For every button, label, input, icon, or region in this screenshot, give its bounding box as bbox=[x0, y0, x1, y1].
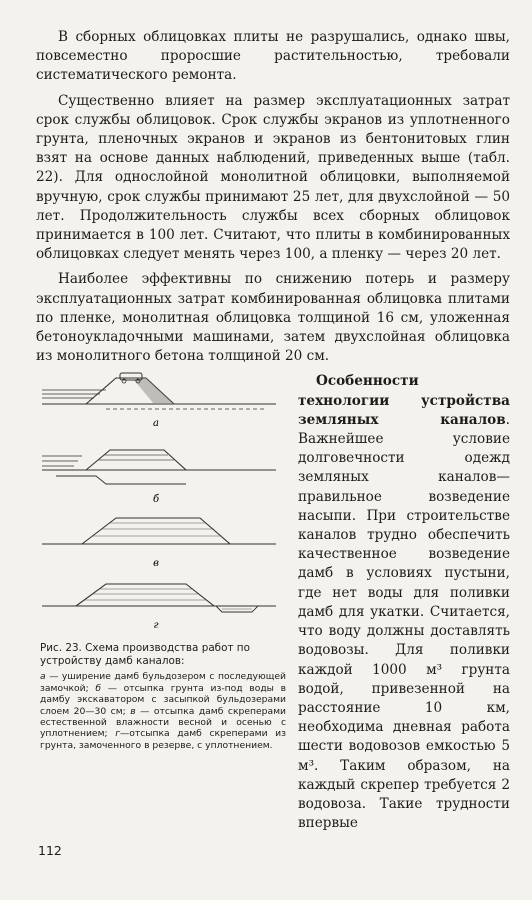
right-text-column bbox=[298, 372, 510, 839]
diagram-d-dam bbox=[76, 584, 214, 606]
caption-letter-b: б bbox=[95, 682, 102, 694]
page-content bbox=[36, 28, 510, 832]
label-a: а bbox=[153, 418, 159, 430]
paragraph-3: Наиболее эффективны по снижению потерь и размеру эксплуатационных затрат комбинированная облицовка плитами по пленке, монолитная облицовка толщиной 16 см, уложенная бетоноукладочными машинами, затем двухслойная облицовка из монолитного бетона толщиной 20 см. bbox=[36, 271, 510, 365]
diagram-a bbox=[42, 373, 276, 429]
diagram-b-underwater bbox=[56, 476, 186, 484]
bottom-section bbox=[36, 372, 510, 832]
caption-text-a: — уширение дамб бульдозером с последующей замочкой; bbox=[40, 671, 286, 694]
dam-construction-diagram bbox=[36, 372, 286, 634]
figure-caption bbox=[36, 642, 286, 751]
diagram-d bbox=[42, 584, 276, 631]
caption-text-b: — отсыпка грунта из-под воды в дамбу экскаватором с засыпкой бульдозерами слоем 20—30 см; bbox=[40, 682, 287, 717]
diagram-b bbox=[42, 450, 276, 505]
label-c: в bbox=[153, 558, 159, 570]
label-d: г bbox=[153, 620, 159, 632]
label-b: б bbox=[152, 494, 160, 506]
paragraph-2: Существенно влияет на размер эксплуатационных затрат срок службы облицовок. Срок службы экранов из уплотненного грунта, пленочных экранов и экранов из бентонитовых глин взят на основе данных наблюдений, приведенных выше (табл. 22). Для однослойной монолитной облицовки, выполняемой вручную, срок службы принимают 25 лет, для двухслойной — 50 лет. Продолжительность службы всех сборных облицовок принимается в 100 лет. Считают, что плиты в комбинированных облицовках следует менять через 100, а пленку — через 20 лет. bbox=[36, 92, 510, 263]
caption-text-c: — отсыпка дамб скреперами естественной влажности весной и осенью с уплотнением; bbox=[40, 705, 286, 740]
figure-23 bbox=[36, 372, 286, 751]
caption-letter-d: г bbox=[115, 728, 121, 740]
caption-title: Рис. 23. Схема производства работ по устройству дамб каналов: bbox=[40, 642, 250, 668]
right-paragraph bbox=[298, 372, 510, 833]
caption-letter-a: а bbox=[40, 671, 46, 683]
paragraph-1: В сборных облицовках плиты не разрушались, однако швы, повсеместно проросшие растительностью, требовали систематического ремонта. bbox=[36, 29, 510, 84]
caption-letter-c: в bbox=[130, 705, 136, 717]
diagram-c-dam bbox=[82, 518, 230, 544]
right-paragraph-text: . Важнейшее условие долговечности одежд земляных каналов—правильное возведение насыпи. При строительстве каналов трудно обеспечить качественное возведение дамб в условиях пустыни, где нет воды для поливки дамб для укатки. Считается, что воду должны доставлять водовозы. Для поливки каждой 1000 м³ грунта водой, привезенной на расстояние 10 км, необходима дневная работа шести водовозов емкостью 5 м³. Таким образом, на каждый скрепер требуется 2 водовоза. Такие трудности впервые bbox=[298, 411, 510, 832]
page-number: 112 bbox=[38, 843, 62, 858]
diagram-c bbox=[42, 518, 276, 569]
caption-text-d: —отсыпка дамб скреперами из грунта, замоченного в резерве, с уплотнением. bbox=[40, 728, 286, 751]
section-heading: Особенности технологии устройства земляных каналов bbox=[298, 373, 510, 428]
caption-body bbox=[40, 671, 286, 751]
